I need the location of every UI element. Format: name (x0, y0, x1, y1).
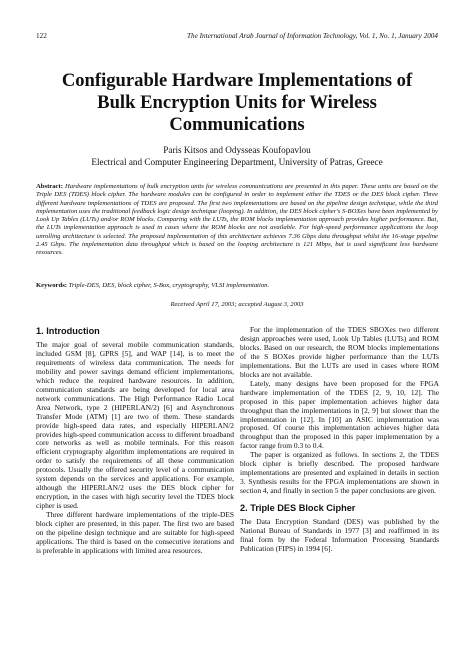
intro-paragraph-1: The major goal of several mobile communication standards, included GSM [8], GPRS [5], and WAP [14], is to meet the requirements of wireless data communication. The needs for mobility and power savings demand efficient implementations, which reduce the required hardware resources. In addition, communication standards are being developed for local area network communications. The High Performance Radio Local Area Network, type 2 (HIPERLAN/2) [6] and Asynchronous Transfer Mode (ATM) [1] are two of them. These standards provide high-speed data rates, and especially HIPERLAN/2 provides high-speed communication access to different broadband core networks as well as mobile terminals. For this reason efficient cryptography algorithm implementations are required in order to satisfy the requirements of all these communication protocols. Usually the offered security level of a communication system depends on the services and applications. For example, although the HIPERLAN/2 uses the DES block cipher for encryption, in the cases with high security level the TDES block cipher is used. (36, 340, 234, 511)
author-affiliation: Electrical and Computer Engineering Department, University of Patras, Greece (91, 157, 383, 167)
abstract-text: Hardware implementations of bulk encryption units for wireless communications are presented in this paper. These units are based on the Triple DES (TDES) block cipher. The hardware modules can be configured in order to implement either the TDES or the DES block cipher. Three different hardware implementations of TDES are proposed. The first two implementations are based on the pipeline design technique, while the third implementation uses the traditional feedback logic design technique (looping). In addition, the DES block cipher's S-BOXes have been implemented by Look Up Tables (LUTs) and/or ROM blocks. Comparing with the LUTs, the ROM blocks implementation approach provides higher performance. But, the LUTs implementation approach is used in cases where the ROM blocks are not available. For high-speed performance applications the loop unrolling architecture is selected. The proposed implementation of this architecture achieves 7.36 Gbps data throughput whilst the 16-stage pipeline 2.45 Gbps. The implementation data throughput which is based on the looping architecture is 121 Mbps, but is used significant less hardware resources. (36, 183, 438, 257)
abstract (36, 183, 438, 258)
received-dates: Received April 17, 2003; accepted August 3, 2003 (170, 301, 304, 308)
right-paragraph-2: Lately, many designs have been proposed for the FPGA hardware implementation of the TDES [2, 9, 10, 12]. The proposed in this paper implementation achieves higher data throughput than the implementations in [2, 9] but slower than the implementation in [12]. In [10] an ASIC implementation was proposed. Of course this implementation achieves higher data throughput than the proposed in this paper implementation by a factor range from 0.3 to 0.4. (240, 378, 439, 451)
title-line-1: Configurable Hardware Implementations of (61, 70, 413, 91)
des-paragraph-1: The Data Encryption Standard (DES) was published by the National Bureau of Standards in 1977 [3] and reaffirmed in its final form by the Federal Information Processing Standards Publication (FIPS) in 1994 [6]. (240, 517, 439, 553)
right-paragraph-3: The paper is organized as follows. In sections 2, the TDES block cipher is briefly described. The proposed hardware implementations are presented and explained in details in section 3. Synthesis results for the FPGA implementations are shown in section 4, and finally in section 5 the paper conclusions are given. (240, 450, 439, 496)
section-spacer (240, 496, 439, 503)
page-number: 122 (36, 32, 47, 40)
keywords-text: Triple-DES, DES, block cipher, S-Box, cryptography, VLSI implementation. (67, 282, 270, 289)
author-names: Paris Kitsos and Odysseas Koufopavlou (163, 145, 311, 155)
journal-citation: The International Arab Journal of Information Technology, Vol. 1, No. 1, January 2004 (187, 32, 438, 40)
keywords-label: Keywords: (36, 282, 67, 289)
right-paragraph-1: For the implementation of the TDES SBOXes two different design approaches were used, Look Up Tables (LUTs) and ROM blocks. Based on our research, the ROM blocks implementations of the S BOXes provide higher performance than the LUTs implementations. But the LUTs are used in cases where ROM blocks are not available. (240, 325, 439, 379)
abstract-label: Abstract: (36, 183, 63, 190)
paper-title (30, 70, 444, 136)
intro-paragraph-2: Three different hardware implementations of the triple-DES block cipher are presented, in this paper. The first two are based on the pipeline design technique and are suitable for high-speed applications. The third is based on the consecutive iterations and is preferable in applications with limited area resources. (36, 510, 234, 555)
section-heading-triple-des: 2. Triple DES Block Cipher (240, 503, 356, 514)
left-column (36, 326, 234, 556)
keywords (36, 282, 438, 290)
right-column (240, 326, 439, 554)
title-line-3: Communications (169, 114, 305, 135)
title-line-2: Bulk Encryption Units for Wireless (97, 92, 377, 113)
section-heading-introduction: 1. Introduction (36, 326, 100, 336)
